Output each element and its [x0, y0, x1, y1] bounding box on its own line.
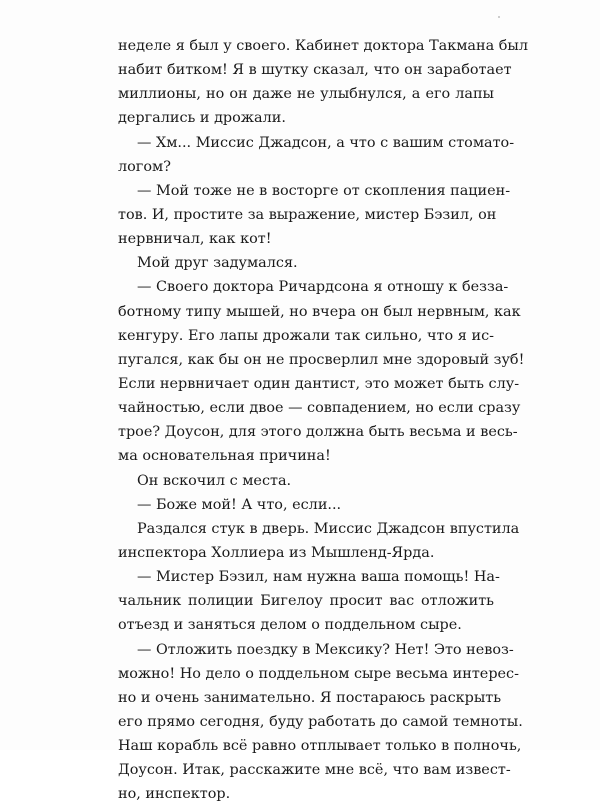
text-line: — Мистер Бэзил, нам нужна ваша помощь! На-: [137, 569, 500, 586]
paragraph: [118, 34, 529, 131]
text-line: — Мой тоже не в восторге от скопления пациен-: [137, 182, 511, 199]
text-line: неделе я был у своего. Кабинет доктора Такмана был: [118, 38, 529, 54]
text-line: пугался, как бы он не просверлил мне здоровый зуб!: [118, 351, 525, 368]
text-line: трое? Доусон, для этого должна быть весьма и весь-: [118, 424, 518, 441]
paragraph: [118, 251, 494, 275]
text-line: Он вскочил с места.: [137, 472, 292, 489]
text-line: миллионы, но он даже не улыбнулся, а его лапы: [118, 86, 494, 103]
text-line: отъезд и заняться делом о поддельном сыре.: [118, 617, 462, 634]
paragraph: [118, 179, 511, 251]
paragraph: [118, 493, 494, 517]
paragraph: [118, 131, 515, 179]
text-line: ботному типу мышей, но вчера он был нервным, как: [118, 303, 521, 320]
text-line: чайностью, если двое — совпадением, но если сразу: [118, 400, 521, 417]
text-line: можно! Но дело о поддельном сыре весьма интерес-: [118, 665, 519, 682]
text-line: — Отложить поездку в Мексику? Нет! Это невоз-: [137, 641, 514, 658]
paragraph: [118, 565, 500, 637]
paragraph: [118, 517, 520, 565]
text-line: Раздался стук в дверь. Миссис Джадсон впустила: [137, 520, 520, 537]
text-line: Наш корабль всё равно отплывает только в полночь,: [118, 738, 522, 755]
paragraph: [118, 638, 523, 807]
text-line: Доусон. Итак, расскажите мне всё, что вам извест-: [118, 762, 511, 779]
text-line: нервничал, как кот!: [118, 231, 272, 248]
page-speck: [498, 16, 500, 18]
text-line: набит битком! Я в шутку сказал, что он заработает: [118, 62, 512, 79]
text-line: но, инспектор.: [118, 786, 231, 803]
paragraph: [118, 275, 525, 468]
text-line: дергались и дрожали.: [118, 110, 286, 127]
text-line: — Хм... Миссис Джадсон, а что с вашим стомато-: [137, 134, 515, 151]
text-line: — Своего доктора Ричардсона я отношу к безза-: [137, 279, 509, 296]
text-line: чальник полиции Бигелоу просит вас отложить: [118, 593, 494, 610]
text-line: тов. И, простите за выражение, мистер Бэзил, он: [118, 206, 497, 223]
text-line: кенгуру. Его лапы дрожали так сильно, что я ис-: [118, 327, 494, 344]
text-line: ма основательная причина!: [118, 448, 331, 465]
text-line: но и очень занимательно. Я постараюсь раскрыть: [118, 689, 502, 706]
text-line: Мой друг задумался.: [137, 255, 298, 272]
paragraph: [118, 469, 494, 493]
text-line: логом?: [118, 158, 171, 175]
page-text: [118, 34, 529, 807]
text-line: инспектора Холлиера из Мышленд-Ярда.: [118, 544, 435, 561]
text-line: Если нервничает один дантист, это может быть слу-: [118, 375, 520, 392]
text-line: — Боже мой! А что, если...: [137, 496, 342, 513]
text-line: его прямо сегодня, буду работать до самой темноты.: [118, 713, 523, 730]
